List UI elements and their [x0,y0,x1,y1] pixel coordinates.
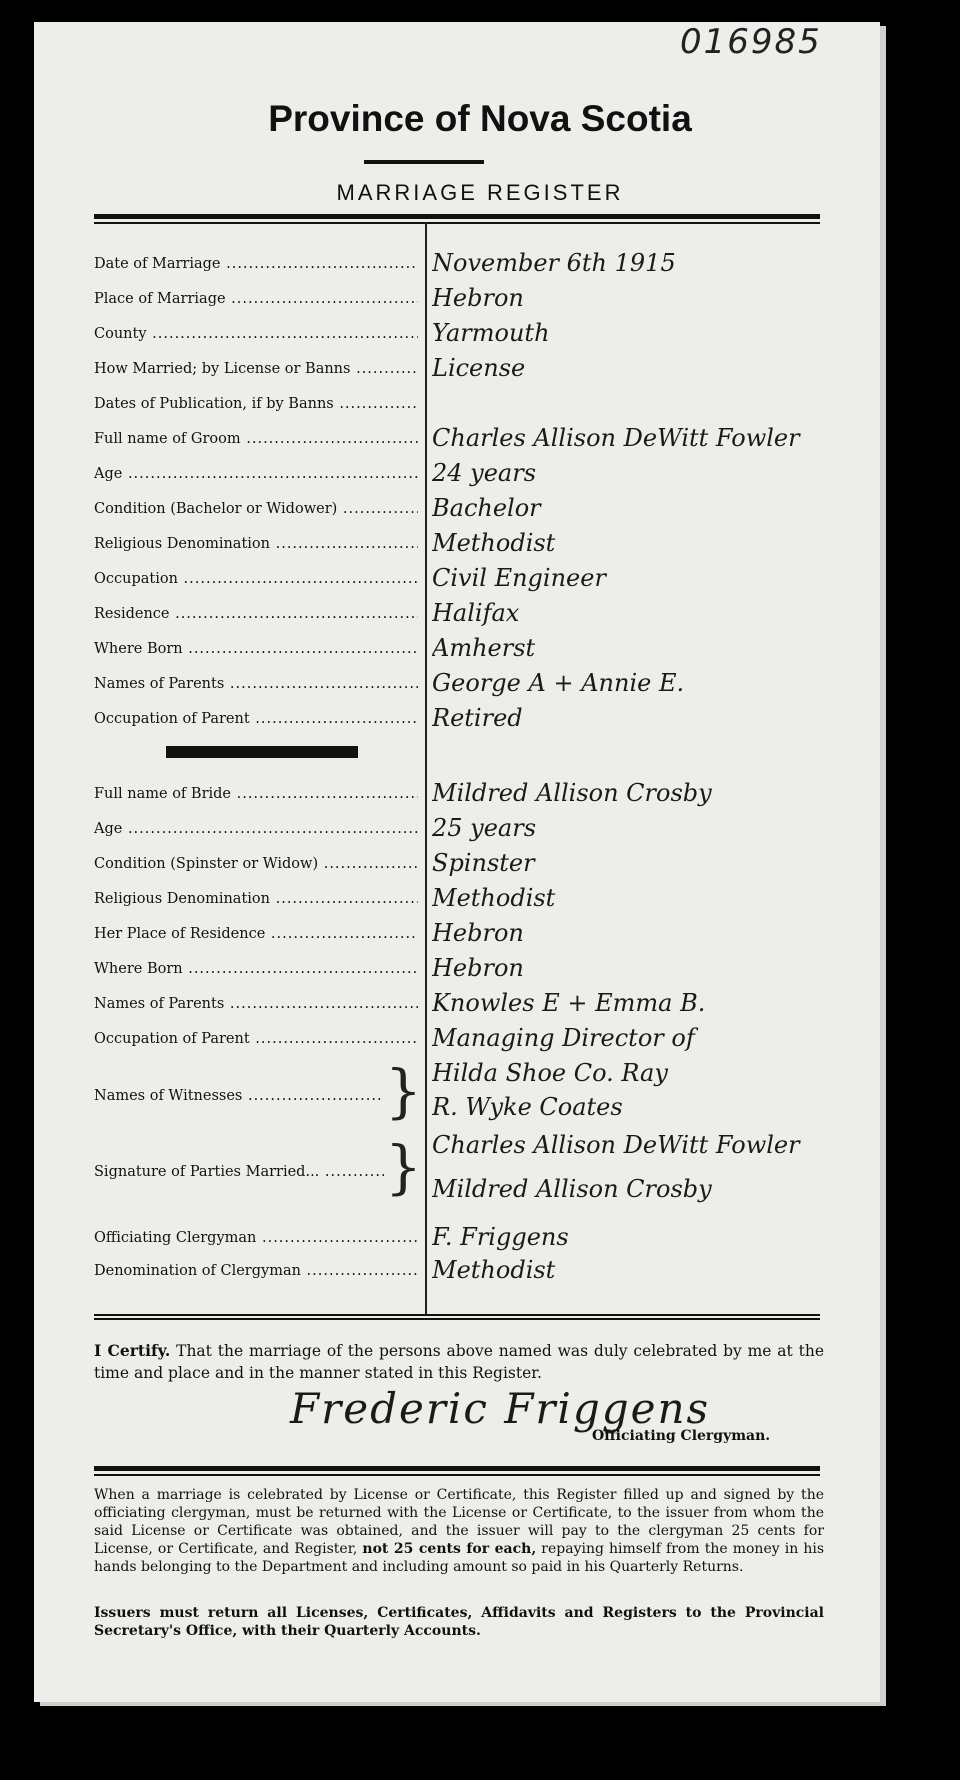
field-value: Knowles E + Emma B. [432,989,706,1017]
field-row [0,815,960,843]
field-row [0,320,960,348]
field-label: Occupation ..... [94,565,418,593]
field-value: Spinster [432,849,535,877]
title-rule [364,160,484,164]
field-value: Methodist [432,884,556,912]
field-row [0,565,960,593]
field-value: Retired [432,704,523,732]
field-value: Hebron [432,954,524,982]
field-row [0,955,960,983]
field-value: F. Friggens [432,1223,569,1251]
field-row [0,600,960,628]
field-label: Religious Denomination ..... [94,530,418,558]
field-label: Where Born ..... [94,635,418,663]
field-value: Yarmouth [432,319,550,347]
field-value: Hebron [432,919,524,947]
witness-2: R. Wyke Coates [432,1093,623,1121]
field-value: Bachelor [432,494,541,522]
field-row [0,705,960,733]
field-row [0,850,960,878]
field-label: Where Born ..... [94,955,418,983]
field-label: Place of Marriage ..... [94,285,418,313]
field-row [0,990,960,1018]
notice-bold: not 25 cents for each, [362,1541,537,1557]
notice-rule-thin [94,1474,820,1476]
certify-rule [94,1314,820,1316]
field-label: Full name of Groom ..... [94,425,418,453]
field-value: November 6th 1915 [432,249,676,277]
field-label: Date of Marriage ..... [94,250,418,278]
field-label: Officiating Clergyman ..... [94,1224,418,1252]
witnesses-brace: } [385,1057,422,1125]
field-value: Mildred Allison Crosby [432,779,712,807]
field-label: Religious Denomination ..... [94,885,418,913]
reference-number: 016985 [680,22,822,62]
field-row [0,460,960,488]
field-row [0,425,960,453]
field-row [0,1025,960,1053]
field-label: Occupation of Parent ..... [94,705,418,733]
field-value: License [432,354,526,382]
issuer-instructions: Issuers must return all Licenses, Certificates, Affidavits and Registers to the Provincial Secretary's Office, with their Quarterly Accounts. [94,1605,824,1639]
field-row [0,530,960,558]
field-row [0,250,960,278]
certify-body: That the marriage of the persons above named was duly celebrated by me at the time and place and in the manner stated in this Register. [94,1342,824,1382]
field-label: Age ..... [94,815,418,843]
field-row [0,355,960,383]
groom-signature: Charles Allison DeWitt Fowler [432,1131,800,1159]
field-label: Names of Parents ..... [94,990,418,1018]
field-label: How Married; by License or Banns ..... [94,355,418,383]
witnesses-label: Names of Witnesses ..... [94,1088,384,1104]
column-divider [425,222,427,1314]
field-value: 25 years [432,814,537,842]
header-rule [94,214,820,219]
field-label: Condition (Spinster or Widow) ..... [94,850,418,878]
field-label: Names of Parents ..... [94,670,418,698]
field-value: Amherst [432,634,536,662]
field-value: Halifax [432,599,520,627]
field-value: Managing Director of [432,1024,695,1052]
clergy-signature-label: Officiating Clergyman. [592,1428,771,1444]
field-value: Charles Allison DeWitt Fowler [432,424,800,452]
field-row [0,1257,960,1285]
field-row [0,780,960,808]
field-row [0,390,960,418]
field-value: Civil Engineer [432,564,606,592]
field-row [0,885,960,913]
bride-signature: Mildred Allison Crosby [432,1175,712,1203]
return-instructions [94,1486,824,1576]
field-value: Methodist [432,529,556,557]
field-label: Occupation of Parent ..... [94,1025,418,1053]
field-row [0,285,960,313]
form-title: Province of Nova Scotia [268,98,692,139]
witness-1: Hilda Shoe Co. Ray [432,1059,668,1087]
certification-text [94,1340,824,1384]
certify-lead: I Certify. [94,1341,171,1360]
form-subtitle: MARRIAGE REGISTER [336,180,624,205]
field-label: Age ..... [94,460,418,488]
field-label: Residence ..... [94,600,418,628]
field-label: Dates of Publication, if by Banns ..... [94,390,418,418]
clergy-signature: Frederic Friggens [290,1384,711,1433]
notice-rule [94,1466,820,1471]
field-value: Methodist [432,1256,556,1284]
certify-rule-2 [94,1318,820,1320]
notice-part2: repaying himself from the money in his hands belonging to the Department and including amount so paid in his Quarterly Returns. [94,1541,824,1575]
field-row [0,635,960,663]
header-rule-thin [94,222,820,224]
field-value: Hebron [432,284,524,312]
field-row [0,670,960,698]
field-value: George A + Annie E. [432,669,685,697]
notice-part1: When a marriage is celebrated by License or Certificate, this Register filled up and signed by the officiating clergyman, must be returned with the License or Certificate, to the issuer from whom the said License or Certificate was obtained, and the issuer will pay to the clergyman 25 cents for License, or Certificate, and Register, [94,1487,824,1557]
field-label: County ..... [94,320,418,348]
field-value [432,386,872,420]
field-value: 24 years [432,459,537,487]
field-label: Her Place of Residence ..... [94,920,418,948]
field-label: Denomination of Clergyman ..... [94,1257,418,1285]
signatures-label: Signature of Parties Married... ..... [94,1164,384,1180]
field-row [0,920,960,948]
field-row [0,1224,960,1252]
field-label: Full name of Bride ..... [94,780,418,808]
section-divider-bar [166,746,358,758]
field-row [0,495,960,523]
signatures-brace: } [385,1133,422,1201]
field-label: Condition (Bachelor or Widower) ..... [94,495,418,523]
